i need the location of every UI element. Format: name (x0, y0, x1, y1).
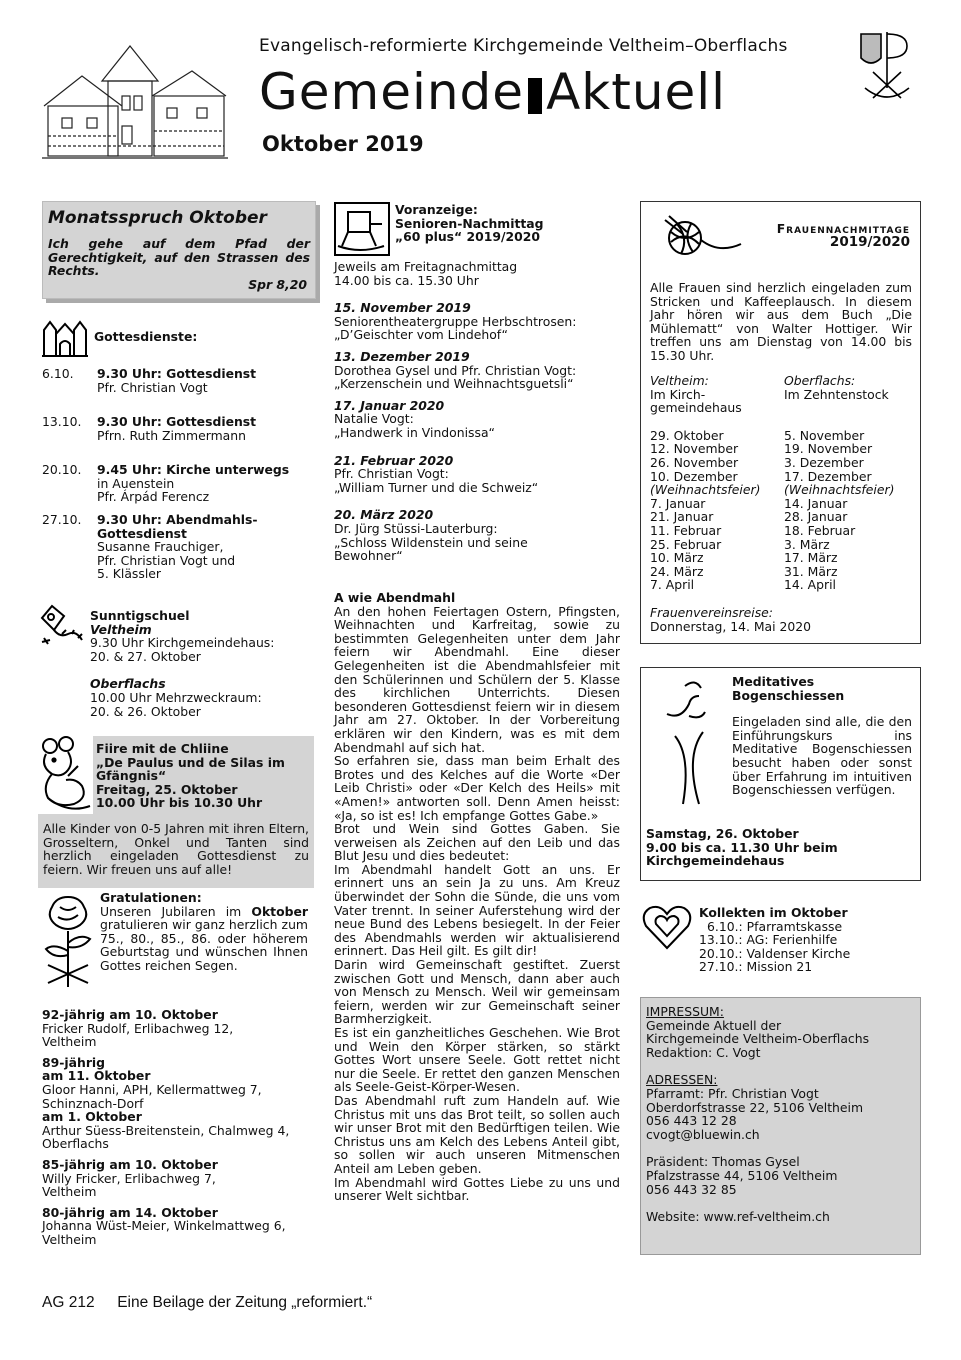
mouse-icon (38, 736, 93, 814)
frauen-title1: Frauennachmittage (776, 221, 910, 236)
senioren-event-date: 17. Januar 2020 (334, 397, 445, 413)
sunntigschuel-oberflachs-line1: 10.00 Uhr Mehrzweckraum: (90, 689, 262, 705)
senioren-event-line: Dorothea Gysel und Pfr. Christian Vogt: (334, 362, 577, 378)
frauen-date-row (650, 456, 912, 470)
service-line: Pfrn. Ruth Zimmermann (97, 427, 246, 443)
gratulationen-intro-month: Oktober (251, 903, 308, 919)
heart-icon-wrap (640, 902, 694, 952)
birthday-line: Schinznach-Dorf (42, 1095, 144, 1111)
sunntigschuel-veltheim-line2: 20. & 27. Oktober (90, 648, 201, 664)
service-head: 9.30 Uhr: Abendmahls-Gottesdienst (97, 512, 258, 541)
frauen-date-oberflachs: 19. November (784, 441, 873, 457)
birthday-line: Veltheim (42, 1184, 97, 1200)
service-head: 9.30 Uhr: Gottesdienst (97, 366, 257, 381)
address-line: 056 443 12 28 (646, 1113, 737, 1129)
abendmahl-p2: So erfahren sie, dass man beim Erhalt des Brotes und des Kelches auf die Worte «Der Leib Christi» oder «Der Kelch des Heils» mit «Amen!» antworten soll. Denn Amen heisst: «Ja, so ist es! Ich empfange Gottes Gabe.» (334, 753, 620, 823)
senioren-event-date: 13. Dezember 2019 (334, 348, 470, 364)
birthday-line: Fricker Rudolf, Erlibachweg 12, (42, 1020, 234, 1036)
bogen-text: Eingeladen sind alle, die den Einführungskurs ins Meditative Bogenschiessen besucht haben oder sonst über Erfahrung im intuitiven Bogenschiessen verfügen. (732, 714, 912, 798)
frauen-date-oberflachs: 17. März (784, 550, 838, 566)
kollekten-item: 27.10.: Mission 21 (699, 959, 813, 975)
abendmahl-p5: Darin wird Gemeinschaft gestiftet. Zuerst zwischen Gott und Mensch, dann aber auch von Mensch zu Mensch. Weil wir gemeinsam feiern, werden wir zur Gemeinschaft seiner Barmherzigkeit. (334, 957, 620, 1027)
service-date: 20.10. (42, 462, 82, 477)
praesident-line: 056 443 32 85 (646, 1181, 737, 1197)
birthday-head: 85-jährig am 10. Oktober (42, 1156, 218, 1172)
church-icon-wrap (42, 316, 88, 358)
senioren-head (395, 203, 615, 244)
church-icon (42, 316, 88, 358)
frauen-date-row (650, 429, 912, 443)
church-drawing-icon (42, 36, 228, 160)
senioren-event-line: „D’Geischter vom Lindehof“ (334, 327, 508, 343)
frauen-date-oberflachs: (Weihnachtsfeier) (784, 482, 895, 498)
frauen-col1-sub: gemeindehaus (650, 400, 742, 416)
frauen-date-oberflachs: 17. Dezember (784, 468, 872, 484)
frauen-date-row (650, 524, 912, 538)
footer-code: AG 212 (42, 1294, 95, 1311)
rocking-chair-icon (334, 202, 390, 256)
frauen-title2: 2019/2020 (829, 234, 910, 250)
frauen-date-veltheim: 7. April (650, 577, 695, 593)
birthday-head: 89-jährig (42, 1054, 106, 1070)
frauen-date-veltheim: 26. November (650, 454, 739, 470)
sunntigschuel-veltheim-line1: 9.30 Uhr Kirchgemeindehaus: (90, 635, 275, 651)
issue-month: Oktober 2019 (262, 132, 424, 156)
yarn-icon-wrap (663, 214, 743, 262)
frauen-box (640, 201, 921, 644)
service-date: 13.10. (42, 414, 82, 429)
service-item (42, 367, 312, 415)
frauen-dates-table (650, 429, 912, 592)
service-item (42, 415, 312, 463)
frauen-col1-head: Veltheim: (650, 373, 709, 388)
frauen-date-oberflachs: 28. Januar (784, 509, 848, 525)
sunntigschuel-oberflachs-label: Oberflachs (90, 676, 166, 692)
abendmahl-article (334, 591, 620, 1203)
frauen-date-row (650, 483, 912, 497)
archer-icon-wrap (655, 676, 719, 808)
frauen-text: Alle Frauen sind herzlich eingeladen zum Stricken und Kaffeeplausch. In diesem Jahr hören wir aus dem Buch „Die Mühlematt“ von Walter Hottiger. Wir treffen uns am Dienstag von 14.00 bis 15.30 Uhr. (650, 280, 912, 363)
frauen-date-oberflachs: 3. März (784, 536, 830, 552)
senioren-event-line: Dr. Jürg Stüssi-Lauterburg: (334, 520, 498, 536)
service-line: Pfr. Árpád Ferencz (97, 489, 210, 505)
birthday-line: Arthur Süess-Breitenstein, Chalmweg 4, (42, 1122, 290, 1138)
service-line: Susanne Frauchiger, (97, 539, 224, 555)
birthday-head: 80-jährig am 14. Oktober (42, 1204, 218, 1220)
website-link[interactable]: Website: www.ref-veltheim.ch (646, 1209, 830, 1225)
frauen-date-veltheim: 7. Januar (650, 495, 706, 511)
birthday-line: Veltheim (42, 1231, 97, 1247)
frauen-date-oberflachs: 31. März (784, 563, 838, 579)
archer-icon (655, 676, 719, 808)
service-line: Pfr. Christian Vogt (97, 379, 208, 395)
kollekten-item: 13.10.: AG: Ferienhilfe (699, 932, 838, 948)
mouse-icon-wrap (38, 736, 93, 814)
bogen-date: Samstag, 26. Oktober (646, 826, 799, 841)
monatsspruch-text: Ich gehe auf dem Pfad der Gerechtigkeit, auf den Strassen des Rechts. (48, 236, 310, 279)
service-line: Pfr. Christian Vogt und (97, 552, 236, 568)
masthead-right: Aktuell (546, 63, 727, 121)
parish-seal-icon (855, 28, 915, 108)
birthday-head: am 1. Oktober (42, 1109, 142, 1125)
senioren-event-line: Seniorentheatergruppe Herbschtrosen: (334, 313, 577, 329)
senioren-line2: Senioren-Nachmittag (395, 215, 544, 231)
birthday-head: 92-jährig am 10. Oktober (42, 1007, 218, 1022)
abendmahl-p3: Brot und Wein sind Gottes Gaben. Sie verweisen als Zeichen auf den Leib und das Blut Jesu und dies bedeutet: (334, 821, 620, 864)
frauen-date-veltheim: 10. März (650, 550, 704, 566)
kollekten-title: Kollekten im Oktober (699, 905, 848, 920)
bogen-box (640, 667, 921, 881)
bogen-title1: Meditatives (732, 674, 815, 689)
footer (42, 1294, 372, 1312)
fiire-line3: Freitag, 25. Oktober (96, 781, 238, 797)
frauen-col2-sub: Im Zehntenstock (784, 386, 889, 402)
senioren-event-line: „William Turner und die Schweiz“ (334, 479, 539, 495)
birthday-line: Oberflachs (42, 1136, 109, 1152)
flower-icon (40, 893, 96, 989)
frauen-date-veltheim: 10. Dezember (650, 468, 738, 484)
frauen-date-veltheim: (Weihnachtsfeier) (650, 482, 761, 498)
gratulationen-title: Gratulationen: (100, 890, 202, 905)
senioren-event-line: „Schloss Wildenstein und seine (334, 534, 528, 550)
bogen-title2: Bogenschiessen (732, 687, 845, 703)
birthday-line: Johanna Wüst-Meier, Winkelmattweg 6, (42, 1218, 286, 1234)
gratulationen-list (42, 1008, 312, 1247)
senioren-line3: „60 plus“ 2019/2020 (395, 229, 540, 245)
fiire-text: Alle Kinder von 0-5 Jahren mit ihren Eltern, Grosseltern, Onkel und Tanten sind herzlich eingeladen Gottesdienst zu feiern. Wir freuen uns auf alle! (43, 821, 309, 877)
abendmahl-p8: Im Abendmahl wird Gottes Liebe zu uns und unserer Welt sichtbar. (334, 1174, 620, 1204)
frauen-reise-label: Frauenvereinsreise: (650, 604, 773, 620)
frauen-date-veltheim: 29. Oktober (650, 427, 724, 443)
kite-icon (38, 604, 86, 646)
abendmahl-title: A wie Abendmahl (334, 590, 456, 605)
frauen-date-oberflachs: 3. Dezember (784, 454, 864, 470)
birthday-line: Willy Fricker, Erlibachweg 7, (42, 1170, 216, 1186)
monatsspruch-ref: Spr 8,20 (248, 277, 307, 292)
frauen-reise-date: Donnerstag, 14. Mai 2020 (650, 618, 812, 634)
org-name: Evangelisch-reformierte Kirchgemeinde Veltheim–Oberflachs (259, 36, 788, 56)
masthead-separator (528, 78, 542, 114)
kollekten-item: 6.10.: Pfarramtskasse (707, 918, 843, 934)
gratulationen-intro (100, 905, 308, 973)
kollekten-block (699, 906, 919, 974)
masthead-left: Gemeinde (259, 63, 525, 121)
church-drawing (42, 36, 228, 160)
frauen-col2-head: Oberflachs: (784, 373, 856, 388)
sunntigschuel-block (90, 609, 310, 718)
heart-icon (640, 902, 694, 952)
abendmahl-p6: Es ist ein ganzheitliches Geschehen. Wie Brot und Wein den Körper stärken, so stärkt Gottes Wort unsere Seele. Gott rettet nicht nur die Seele. Er rettet den ganzen Menschen als Seele-Geist-Körper-Wesen. (334, 1025, 620, 1095)
praesident-line: Pfalzstrasse 44, 5106 Veltheim (646, 1167, 838, 1183)
service-line: 5. Klässler (97, 566, 161, 582)
frauen-date-veltheim: 11. Februar (650, 522, 722, 538)
senioren-event-line: Pfr. Christian Vogt: (334, 466, 449, 482)
fiire-line2: „De Paulus und de Silas im Gfängnis“ (96, 754, 285, 784)
bogen-time: 9.00 bis ca. 11.30 Uhr beim Kirchgemeindehaus (646, 839, 838, 869)
sunntigschuel-veltheim-label: Veltheim (90, 621, 152, 637)
service-head: 9.30 Uhr: Gottesdienst (97, 414, 257, 429)
senioren-event-line: Bewohner“ (334, 548, 403, 564)
impressum-label: IMPRESSUM: (646, 1004, 724, 1019)
impressum-line: Redaktion: C. Vogt (646, 1044, 761, 1060)
senioren-event-line: „Kerzenschein und Weihnachtsguetsli“ (334, 376, 574, 392)
abendmahl-p7: Das Abendmahl ruft zum Handeln auf. Wie Christus mit uns das Brot teilt, so sollen auch wir unser Brot mit den Bedürftigen teilen. Wie Christus uns am Kelch des Lebens Anteil gibt, so sollen wir auch unseren Mitmenschen Anteil am Leben geben. (334, 1092, 620, 1176)
frauen-date-row (650, 497, 912, 511)
frauen-date-oberflachs: 14. Januar (784, 495, 848, 511)
senioren-event-date: 15. November 2019 (334, 300, 471, 316)
praesident-line: Präsident: Thomas Gysel (646, 1154, 800, 1170)
gratulationen-block (100, 891, 308, 973)
senioren-event-date: 20. März 2020 (334, 507, 434, 523)
frauen-date-veltheim: 21. Januar (650, 509, 714, 525)
fiire-line1: Fiire mit de Chliine (96, 741, 229, 756)
frauen-date-veltheim: 12. November (650, 441, 739, 457)
senioren-event-date: 21. Februar 2020 (334, 452, 454, 468)
birthday-line: Gloor Hanni, APH, Kellermattweg 7, (42, 1081, 262, 1097)
gottesdienste-list (42, 367, 312, 581)
sunntigschuel-title: Sunntigschuel (90, 608, 190, 623)
impressum-line: Kirchgemeinde Veltheim-Oberflachs (646, 1031, 870, 1047)
service-item (42, 513, 312, 581)
impressum-box (640, 997, 921, 1255)
kollekten-item: 20.10.: Valdenser Kirche (699, 945, 851, 961)
service-date: 6.10. (42, 366, 74, 381)
frauen-col1-sub: Im Kirch- (650, 386, 706, 402)
address-line: Pfarramt: Pfr. Christian Vogt (646, 1085, 819, 1101)
yarn-ball-icon (663, 214, 743, 262)
frauen-date-veltheim: 24. März (650, 563, 704, 579)
frauen-date-oberflachs: 5. November (784, 427, 865, 443)
impressum-line: Gemeinde Aktuell der (646, 1017, 782, 1033)
service-line: in Auenstein (97, 475, 175, 491)
senioren-block (334, 260, 620, 563)
abendmahl-p1: An den hohen Feiertagen Ostern, Pfingsten, Weihnachten und Karfreitag, sowie zu bestimmten Gelegenheiten unter dem Jahr feiern wir Abendmahl. Eine dieser Gelegenheiten ist die Abendmahlsfeier mit den Schülerinnen und Schülern der 5. Klasse des kirchlichen Unterrichts. Diesen besonderen Gottesdienst feiern wir in diesem Jahr am 27. Oktober. In der Vorbereitung erklären wir den Kindern, was es mit dem Abendmahl auf sich hat. (334, 603, 620, 755)
senioren-line1: Voranzeige: (395, 202, 478, 217)
frauen-date-veltheim: 25. Februar (650, 536, 722, 552)
adressen-label: ADRESSEN: (646, 1072, 718, 1088)
frauen-date-oberflachs: 14. April (784, 577, 836, 593)
birthday-line: Veltheim (42, 1034, 97, 1050)
kite-icon-wrap (38, 604, 86, 646)
masthead-title (259, 62, 726, 122)
service-head: 9.45 Uhr: Kirche unterwegs (97, 462, 290, 477)
frauen-date-oberflachs: 18. Februar (784, 522, 856, 538)
frauen-date-row (650, 442, 912, 456)
abendmahl-p4: Im Abendmahl handelt Gott an uns. Er erinnert uns an sein Ja zu uns. Am Kreuz überwindet der Sohn die Sünde, die uns vom Vater trennt. In seiner Auferstehung wird der neue Bund des Lebens besiegelt. In der Feier des Abendmahls werden wir aktualisierend erinnert. Das Heil gilt. Es gilt dir! (334, 861, 620, 959)
chair-icon-wrap (334, 202, 390, 256)
service-date: 27.10. (42, 512, 82, 527)
address-line: Oberdorfstrasse 22, 5106 Veltheim (646, 1099, 864, 1115)
flower-icon-wrap (40, 893, 96, 989)
monatsspruch-box (42, 201, 316, 299)
gottesdienste-title: Gottesdienste: (94, 329, 198, 344)
parish-logo (855, 28, 915, 108)
frauen-date-row (650, 538, 912, 552)
senioren-event-line: „Handwerk in Vindonissa“ (334, 424, 495, 440)
frauen-date-row (650, 470, 912, 484)
frauen-date-row (650, 510, 912, 524)
fiire-line4: 10.00 Uhr bis 10.30 Uhr (96, 795, 263, 811)
fiire-box (38, 736, 314, 888)
gratulationen-intro-c: gratulieren wir ganz herzlich zum 75., 80., 85., 86. oder höherem Geburtstag und wünschen Ihnen Gottes reichen Segen. (100, 917, 308, 973)
sunntigschuel-oberflachs-line2: 20. & 26. Oktober (90, 703, 201, 719)
footer-text: Eine Beilage der Zeitung „reformiert.“ (117, 1294, 373, 1311)
frauen-date-row (650, 551, 912, 565)
birthday-head: am 11. Oktober (42, 1068, 151, 1084)
senioren-intro1: Jeweils am Freitagnachmittag (334, 259, 518, 274)
gratulationen-intro-a: Unseren Jubilaren im (100, 903, 252, 919)
email-link[interactable]: cvogt@bluewin.ch (646, 1126, 760, 1142)
monatsspruch-title: Monatsspruch Oktober (48, 208, 267, 228)
senioren-intro2: 14.00 bis ca. 15.30 Uhr (334, 272, 479, 288)
senioren-event-line: Natalie Vogt: (334, 411, 414, 427)
service-item (42, 463, 312, 513)
frauen-date-row (650, 565, 912, 579)
frauen-date-row (650, 578, 912, 592)
